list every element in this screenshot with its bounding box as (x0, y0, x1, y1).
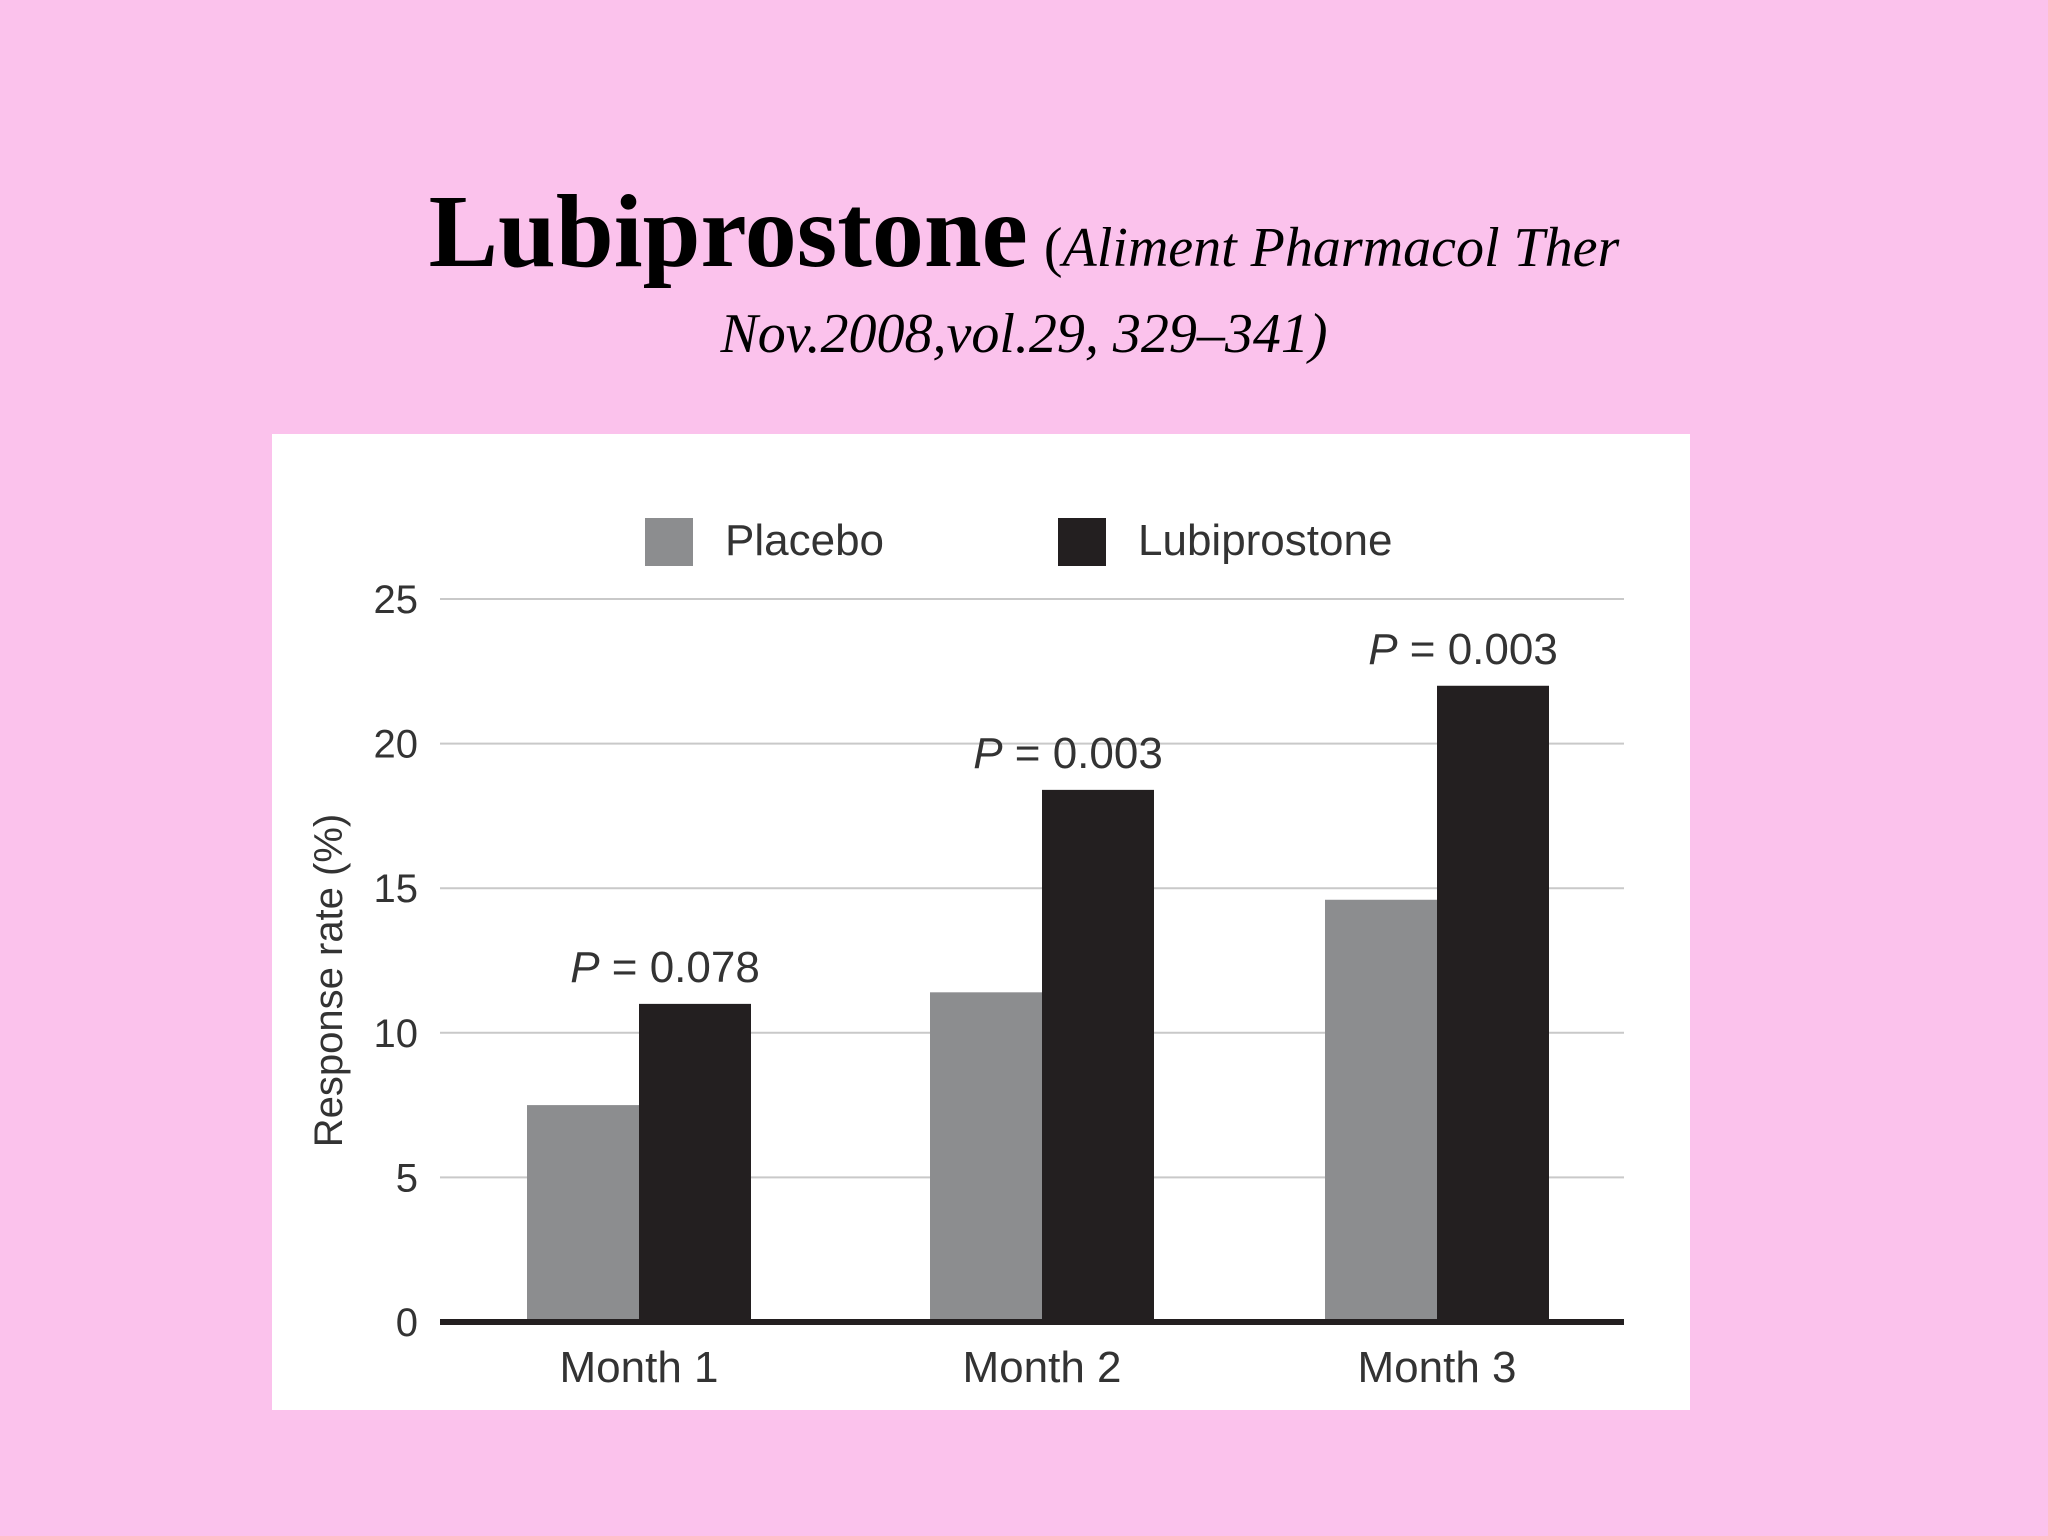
p-value-text: = 0.003 (1397, 624, 1558, 674)
bar-chart (272, 434, 1690, 1410)
title-main: Lubiprostone (428, 174, 1028, 289)
citation-journal: Aliment Pharmacol Ther (1062, 217, 1620, 279)
citation-details: Nov.2008,vol.29, 329–341) (720, 302, 1328, 365)
bar-placebo-1 (527, 1105, 639, 1322)
x-tick-label-1: Month 1 (559, 1343, 719, 1392)
y-tick-label-0: 0 (395, 1301, 418, 1345)
y-tick-label-15: 15 (373, 867, 418, 912)
bar-lubiprostone-2 (1042, 790, 1154, 1322)
bar-placebo-2 (930, 992, 1042, 1322)
legend-label-lubiprostone: Lubiprostone (1138, 516, 1393, 565)
citation-open-paren: ( (1043, 217, 1063, 279)
p-symbol: P (570, 942, 600, 992)
p-value-annotation-1 (570, 943, 760, 992)
bar-lubiprostone-1 (639, 1004, 751, 1322)
y-axis-title: Response rate (%) (307, 813, 351, 1148)
p-value-annotation-3 (1368, 625, 1558, 674)
chart-panel (272, 434, 1690, 1410)
title-citation (1044, 217, 1619, 279)
legend-swatch-placebo (645, 518, 693, 566)
bar-lubiprostone-3 (1437, 686, 1549, 1322)
x-tick-label-3: Month 3 (1357, 1343, 1517, 1392)
title-line-1 (0, 170, 2048, 295)
slide-title (0, 170, 2048, 368)
bar-placebo-3 (1325, 900, 1437, 1322)
legend-swatch-lubiprostone (1058, 518, 1106, 566)
y-tick-label-20: 20 (373, 722, 418, 767)
p-symbol: P (973, 728, 1003, 778)
y-tick-label-25: 25 (373, 578, 418, 622)
y-tick-label-10: 10 (373, 1011, 418, 1056)
x-tick-label-2: Month 2 (962, 1343, 1122, 1392)
legend-label-placebo: Placebo (725, 516, 885, 565)
y-tick-label-5: 5 (395, 1156, 418, 1201)
p-value-text: = 0.078 (599, 942, 760, 992)
p-value-text: = 0.003 (1002, 728, 1163, 778)
p-value-annotation-2 (973, 729, 1163, 778)
p-symbol: P (1368, 624, 1398, 674)
